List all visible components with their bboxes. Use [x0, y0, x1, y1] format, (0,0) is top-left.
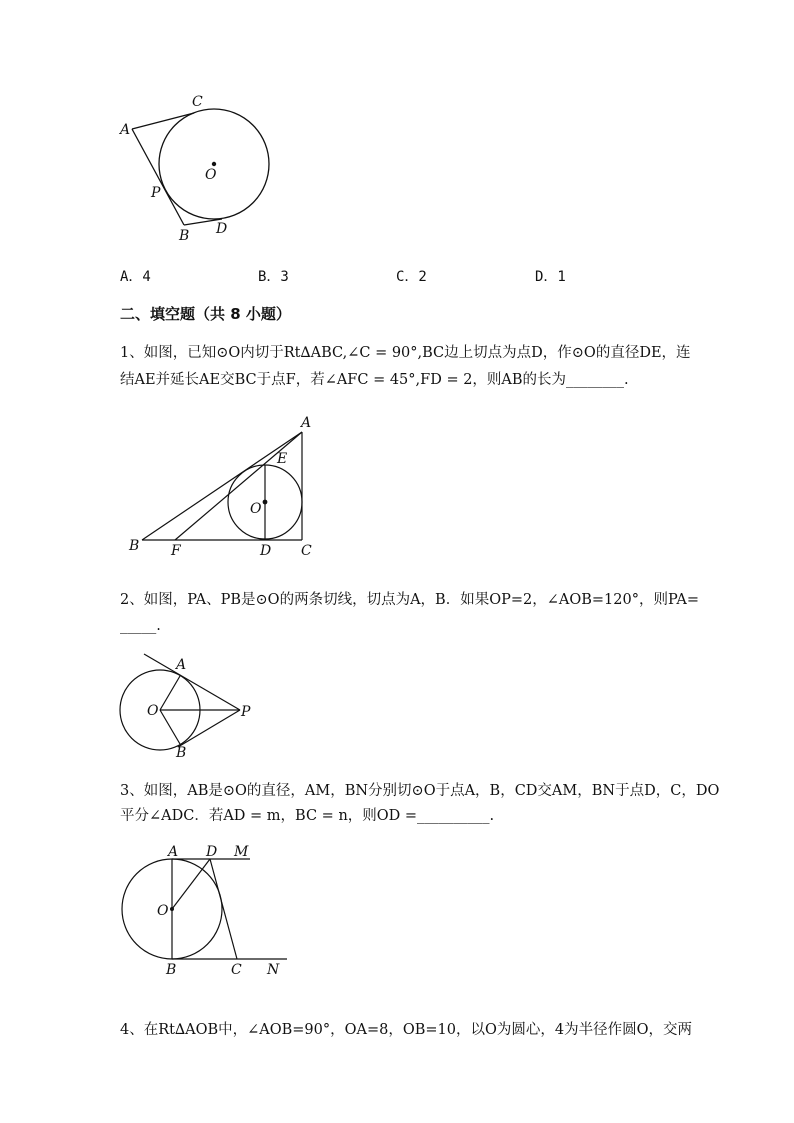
figure-q2	[110, 652, 270, 762]
q1-line1: 1、如图，已知⊙O内切于Rt∆ABC,∠C = 90°,BC边上切点为点D，作⊙O的直径DE，连	[120, 345, 691, 361]
center-dot	[212, 162, 216, 166]
label-p: P	[151, 185, 161, 201]
choice-a: A．4	[120, 269, 151, 285]
label-b: B	[129, 538, 140, 554]
segment-ab	[142, 432, 302, 540]
segment-ob	[160, 710, 180, 744]
label-a: A	[120, 122, 131, 138]
label-o: O	[147, 703, 159, 719]
label-b: B	[179, 228, 190, 244]
label-d: D	[216, 221, 228, 237]
q3-line2: 平分∠ADC．若AD = m，BC = n，则OD =__________.	[120, 808, 495, 824]
label-b: B	[166, 962, 177, 978]
choice-c: C．2	[396, 269, 427, 285]
label-f: F	[171, 543, 181, 559]
label-o: O	[250, 501, 262, 517]
label-c: C	[192, 94, 203, 110]
figure-top	[110, 88, 290, 248]
center-dot	[170, 907, 174, 911]
choice-b: B．3	[258, 269, 289, 285]
q4-line1: 4、在Rt∆AOB中，∠AOB=90°，OA=8，OB=10，以O为圆心，4为半径作圆O，交两	[120, 1022, 692, 1038]
tangent-pb	[178, 710, 240, 747]
label-m: M	[234, 844, 249, 860]
label-a: A	[176, 657, 187, 673]
label-d: D	[206, 844, 218, 860]
label-b: B	[176, 745, 187, 761]
figure-q3	[110, 840, 300, 980]
label-c: C	[231, 962, 242, 978]
label-o: O	[205, 167, 217, 183]
segment-ac	[132, 113, 194, 129]
figure-q1	[120, 410, 330, 560]
choice-d: D．1	[535, 269, 566, 285]
label-o: O	[157, 903, 169, 919]
label-a: A	[301, 415, 312, 431]
center-dot	[263, 500, 268, 505]
q2-line2: _____.	[120, 618, 161, 634]
segment-od	[172, 859, 210, 909]
label-a: A	[168, 844, 179, 860]
label-e: E	[277, 451, 288, 467]
segment-dc	[210, 859, 237, 959]
label-c: C	[301, 543, 312, 559]
section-title: 二、填空题（共 8 小题）	[120, 305, 291, 323]
q2-line1: 2、如图，PA、PB是⊙O的两条切线，切点为A，B．如果OP=2，∠AOB=120°，则PA=	[120, 592, 699, 608]
segment-oa	[160, 676, 180, 710]
label-n: N	[267, 962, 280, 978]
label-d: D	[260, 543, 272, 559]
segment-af	[175, 432, 302, 540]
tangent-pa	[144, 654, 240, 710]
segment-ab	[132, 129, 184, 225]
q3-line1: 3、如图，AB是⊙O的直径，AM，BN分别切⊙O于点A，B，CD交AM，BN于点D，C，DO	[120, 783, 720, 799]
label-p: P	[241, 704, 251, 720]
q1-line2: 结AE并延长AE交BC于点F，若∠AFC = 45°,FD = 2，则AB的长为________.	[120, 372, 629, 388]
